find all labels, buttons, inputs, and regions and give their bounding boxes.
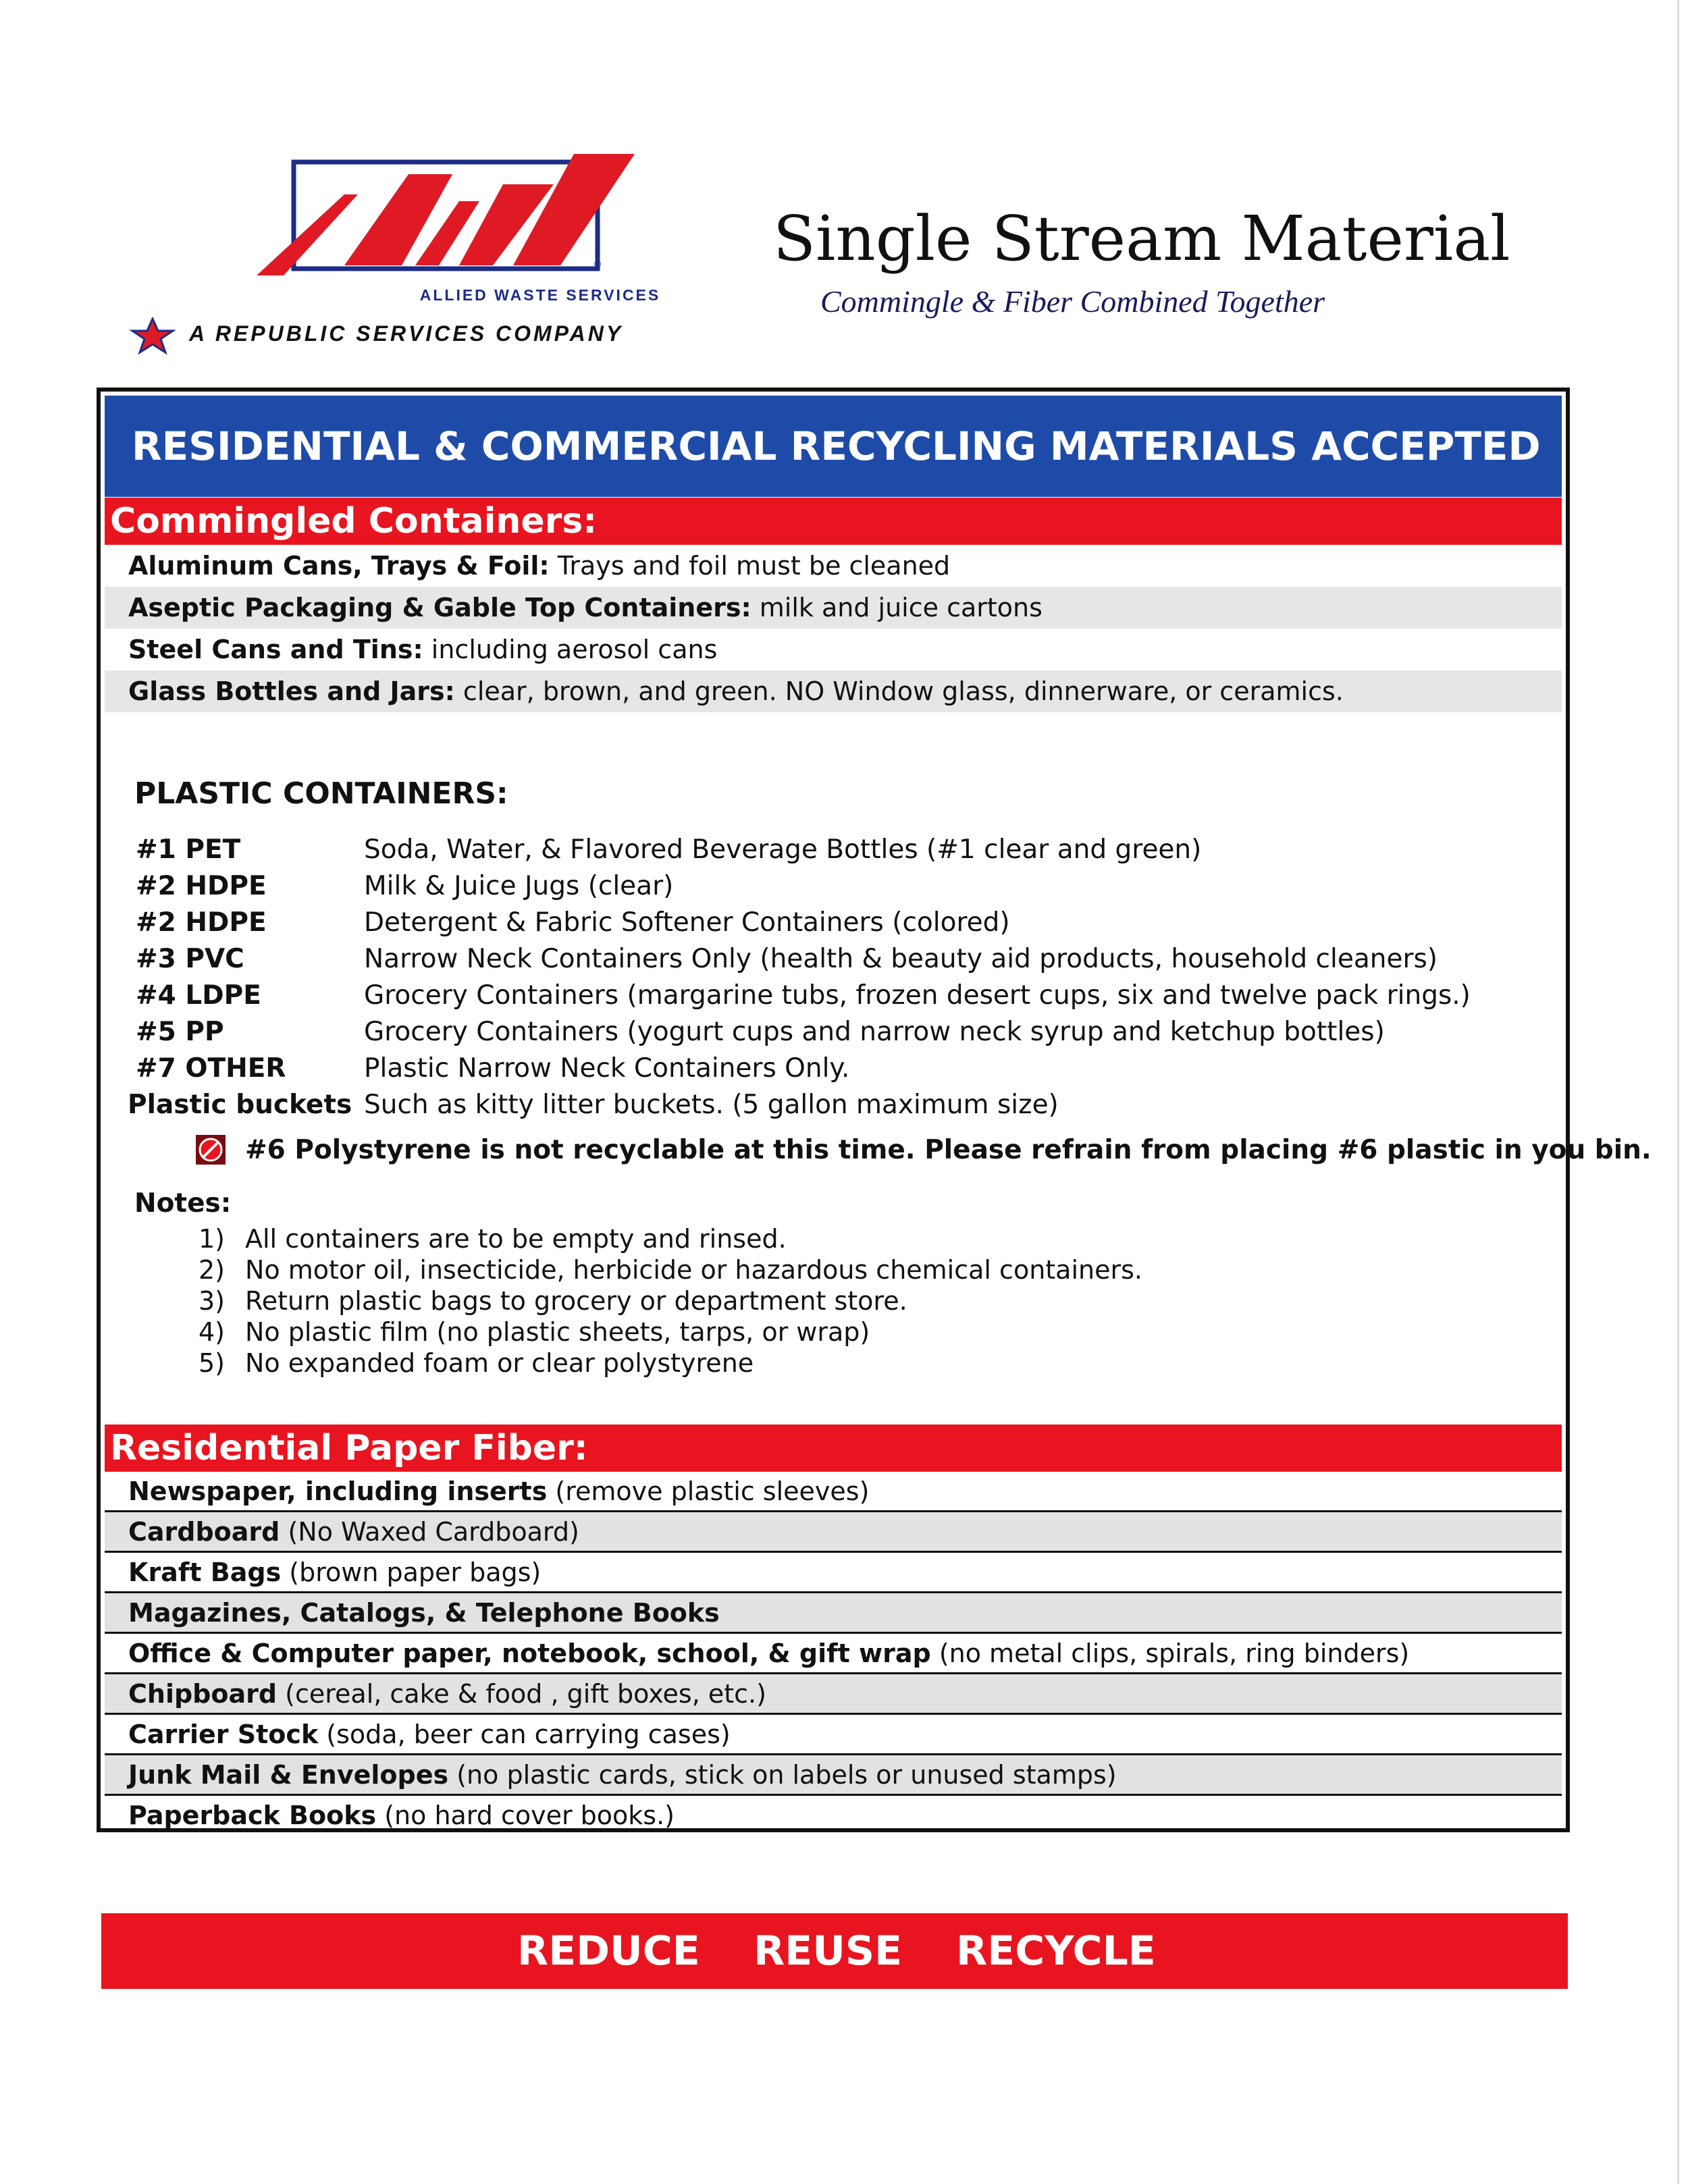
plastic-item: #4 LDPE Grocery Containers (margarine tubs, frozen desert cups, six and twelve pack rings.)	[136, 980, 1471, 1011]
note-item: 4) No plastic film (no plastic sheets, tarps, or wrap)	[198, 1317, 870, 1347]
materials-box	[97, 388, 1652, 1832]
plastic-item: #1 PET Soda, Water, & Flavored Beverage Bottles (#1 clear and green)	[136, 834, 1202, 865]
list-item: Magazines, Catalogs, & Telephone Books	[105, 1593, 1562, 1634]
note-item: 5) No expanded foam or clear polystyrene	[198, 1348, 754, 1378]
plastic-item: #2 HDPE Milk & Juice Jugs (clear)	[136, 871, 674, 901]
list-item: Office & Computer paper, notebook, school, & gift wrap (no metal clips, spirals, ring binders)	[105, 1634, 1562, 1674]
list-item: Cardboard (No Waxed Cardboard)	[105, 1512, 1562, 1553]
plastic-heading: PLASTIC CONTAINERS:	[134, 776, 508, 811]
plastic-list	[128, 832, 1471, 1123]
notes-label: Notes:	[134, 1188, 232, 1219]
footer-word-reuse: REUSE	[754, 1927, 903, 1975]
plastic-item: #7 OTHER Plastic Narrow Neck Containers Only.	[136, 1053, 850, 1084]
warning-text: #6 Polystyrene is not recyclable at this time. Please refrain from placing #6 plastic in you bin.	[245, 1134, 1652, 1165]
plastic-item: #5 PP Grocery Containers (yogurt cups and narrow neck syrup and ketchup bottles)	[136, 1017, 1385, 1047]
footer-word-reduce: REDUCE	[517, 1927, 700, 1975]
prohibited-icon	[195, 1134, 226, 1165]
polystyrene-warning	[195, 1134, 1652, 1165]
list-item: Glass Bottles and Jars: clear, brown, and green. NO Window glass, dinnerware, or ceramics.	[105, 670, 1562, 712]
list-item: Carrier Stock (soda, beer can carrying cases)	[105, 1715, 1562, 1755]
list-item: Junk Mail & Envelopes (no plastic cards, stick on labels or unused stamps)	[105, 1755, 1562, 1796]
logo-parent-company: A REPUBLIC SERVICES COMPANY	[189, 321, 624, 346]
paper-fiber-list	[105, 1472, 1562, 1836]
company-logo	[128, 154, 736, 356]
commingled-list	[105, 545, 1562, 712]
note-item: 2) No motor oil, insecticide, herbicide or hazardous chemical containers.	[198, 1255, 1142, 1285]
page-subtitle: Commingle & Fiber Combined Together	[820, 284, 1325, 319]
plastic-item: Plastic buckets Such as kitty litter buckets. (5 gallon maximum size)	[128, 1090, 1059, 1120]
plastic-item: #2 HDPE Detergent & Fabric Softener Containers (colored)	[136, 907, 1010, 938]
list-item: Steel Cans and Tins: including aerosol cans	[128, 635, 718, 664]
page-edge-line	[1677, 0, 1679, 2184]
note-item: 3) Return plastic bags to grocery or department store.	[198, 1286, 907, 1316]
svg-text:®: ®	[594, 259, 602, 269]
plastic-item: #3 PVC Narrow Neck Containers Only (health & beauty aid products, household cleaners)	[136, 944, 1438, 974]
list-item: Aseptic Packaging & Gable Top Containers: milk and juice cartons	[105, 587, 1562, 629]
logo-company-name: ALLIED WASTE SERVICES	[419, 286, 661, 304]
list-item: Kraft Bags (brown paper bags)	[105, 1553, 1562, 1593]
list-item: Paperback Books (no hard cover books.)	[128, 1801, 675, 1830]
notes-list	[188, 1223, 1142, 1379]
commingled-heading: Commingled Containers:	[105, 498, 1562, 545]
republic-star-icon	[128, 317, 177, 355]
page-title: Single Stream Material	[773, 203, 1510, 275]
footer-slogan-bar	[101, 1913, 1568, 1989]
accepted-materials-banner: RESIDENTIAL & COMMERCIAL RECYCLING MATERIALS ACCEPTED	[105, 396, 1562, 497]
allied-waste-logo-icon	[257, 154, 770, 296]
footer-word-recycle: RECYCLE	[956, 1927, 1156, 1975]
list-item: Chipboard (cereal, cake & food , gift boxes, etc.)	[105, 1674, 1562, 1715]
list-item: Newspaper, including inserts (remove plastic sleeves)	[105, 1472, 1562, 1512]
list-item: Aluminum Cans, Trays & Foil: Trays and foil must be cleaned	[128, 551, 951, 581]
paper-fiber-heading: Residential Paper Fiber:	[105, 1424, 1562, 1472]
note-item: 1) All containers are to be empty and rinsed.	[198, 1224, 787, 1254]
